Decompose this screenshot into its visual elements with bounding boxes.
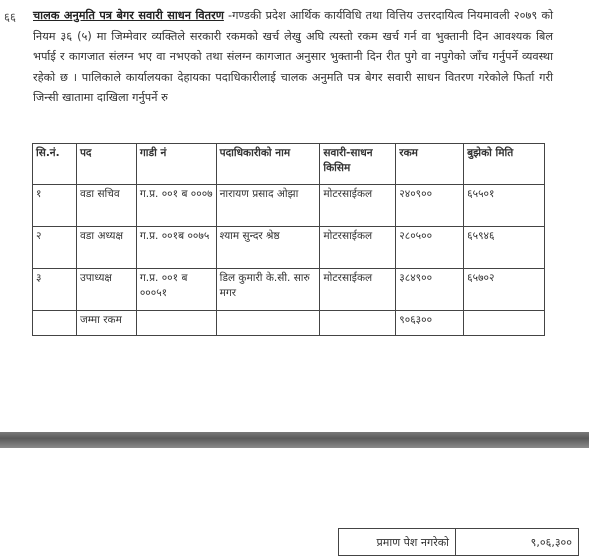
table-row (33, 185, 545, 227)
cell-empty (136, 311, 216, 336)
summary-value: ९,०६,३०० (456, 529, 579, 556)
cell-sn: १ (33, 185, 77, 227)
table-total-row (33, 311, 545, 336)
cell-received-date: ६५५०१ (464, 185, 545, 227)
cell-sn: ३ (33, 269, 77, 311)
cell-empty (216, 311, 320, 336)
header-cell-amount: रकम (396, 144, 464, 185)
cell-vehicle-type: मोटरसाईकल (320, 269, 396, 311)
cell-post: वडा अध्यक्ष (76, 227, 136, 269)
header-cell-received-date: बुझेको मिति (464, 144, 545, 185)
cell-empty (33, 311, 77, 336)
cell-received-date: ६५७०२ (464, 269, 545, 311)
section-heading: चालक अनुमति पत्र बेगर सवारी साधन वितरण (33, 9, 224, 22)
cell-vehicle-no: ग.प्र. ००१ ब ०००७ (136, 185, 216, 227)
header-cell-post: पद (76, 144, 136, 185)
total-value: ९०६३०० (396, 311, 464, 336)
header-cell-official-name: पदाधिकारीको नाम (216, 144, 320, 185)
header-cell-vehicle-type: सवारी-साधन किसिम (320, 144, 396, 185)
table-header-row (33, 144, 545, 185)
page-separator (0, 432, 589, 448)
cell-official-name: डिल कुमारी के.सी. सारु मगर (216, 269, 320, 311)
summary-label: प्रमाण पेश नगरेको (339, 529, 456, 556)
header-cell-vehicle-no: गाडी नं (136, 144, 216, 185)
section-body: -गण्डकी प्रदेश आर्थिक कार्यविधि तथा वित्तिय उत्तरदायित्व नियमावली २०७९ को नियम ३६ (५) मा जिम्मेवार व्यक्तिले सरकारी रकमको खर्च लेखु अघि त्यस्तो रकम खर्च गर्न वा भुक्तानी दिन आवश्यक बिल भर्पाई र कागजात संलग्न भए वा नभएको तथा संलग्न कागजात अनुसार भुक्तानी दिन रीत पुगे वा नपुगेको जाँच गर्नुपर्ने व्यवस्था रहेको छ । पालिकाले कार्यालयका देहायका पदाधिकारीलाई चालक अनुमति पत्र बेगर सवारी साधन वितरण गरेकोले फिर्ता गरी जिन्सी खातामा दाखिला गर्नुपर्ने रु (33, 9, 553, 104)
table-row (33, 269, 545, 311)
cell-sn: २ (33, 227, 77, 269)
cell-amount: २४०९०० (396, 185, 464, 227)
cell-amount: २८०५०० (396, 227, 464, 269)
table-row (33, 227, 545, 269)
cell-vehicle-no: ग.प्र. ००१ब ००७५ (136, 227, 216, 269)
cell-received-date: ६५९४६ (464, 227, 545, 269)
section-number: ६६ (4, 10, 16, 24)
cell-post: उपाध्यक्ष (76, 269, 136, 311)
cell-vehicle-type: मोटरसाईकल (320, 185, 396, 227)
cell-vehicle-type: मोटरसाईकल (320, 227, 396, 269)
cell-empty (320, 311, 396, 336)
total-label: जम्मा रकम (76, 311, 136, 336)
cell-post: वडा सचिव (76, 185, 136, 227)
section-paragraph (33, 6, 553, 109)
cell-vehicle-no: ग.प्र. ००१ ब ०००५१ (136, 269, 216, 311)
cell-amount: ३८४९०० (396, 269, 464, 311)
header-cell-sn: सि.नं. (33, 144, 77, 185)
cell-empty (464, 311, 545, 336)
cell-official-name: श्याम सुन्दर श्रेष्ठ (216, 227, 320, 269)
vehicle-distribution-table (32, 143, 545, 336)
cell-official-name: नारायण प्रसाद ओझा (216, 185, 320, 227)
summary-table (338, 528, 579, 556)
summary-row (339, 529, 579, 556)
